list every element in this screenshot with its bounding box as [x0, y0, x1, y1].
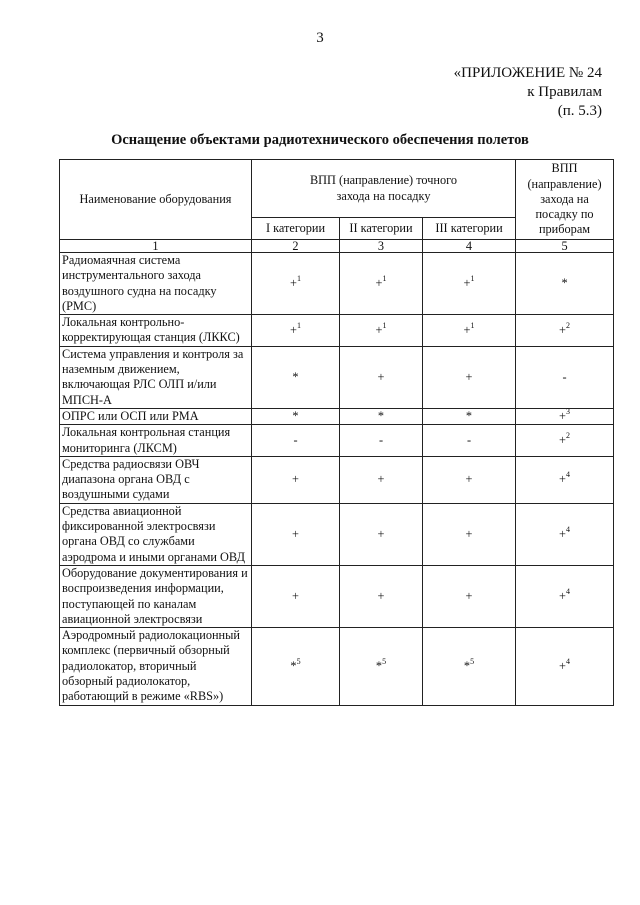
requirement-cell	[252, 253, 340, 315]
requirement-mark: *	[561, 275, 568, 290]
requirement-mark: +	[292, 472, 299, 487]
header-equipment-name: Наименование оборудования	[60, 160, 252, 240]
footnote-ref: 1	[296, 273, 301, 283]
requirement-cell	[340, 565, 423, 627]
table-row	[60, 315, 614, 347]
requirement-cell	[252, 315, 340, 347]
requirement-cell	[423, 456, 516, 503]
footnote-ref: 4	[565, 656, 570, 666]
requirement-mark: -	[293, 432, 298, 447]
table-row	[60, 346, 614, 408]
table-row	[60, 408, 614, 424]
header-precision-approach: ВПП (направление) точного захода на посадку	[252, 160, 516, 218]
requirement-mark: +	[292, 588, 299, 603]
table-row	[60, 253, 614, 315]
equipment-name: ОПРС или ОСП или РМА	[60, 408, 252, 424]
requirement-mark: +	[465, 588, 473, 603]
column-number: 4	[423, 240, 516, 253]
requirement-cell	[516, 503, 614, 565]
requirement-mark: +	[290, 322, 297, 337]
equipment-name: Система управления и контроля за наземным движением, включающая РЛС ОЛП и/или МПСН-А	[60, 346, 252, 408]
table-row	[60, 456, 614, 503]
table-row	[60, 628, 614, 705]
requirement-cell	[423, 565, 516, 627]
column-number: 5	[516, 240, 614, 253]
requirement-cell	[516, 456, 614, 503]
requirement-mark: *	[463, 658, 471, 673]
requirement-mark: *	[465, 408, 473, 423]
requirement-mark: *	[292, 408, 299, 423]
appendix-line: к Правилам	[527, 84, 602, 100]
footnote-ref: 4	[565, 470, 570, 480]
requirement-mark: +	[375, 322, 383, 337]
requirement-cell	[340, 253, 423, 315]
requirement-cell	[423, 346, 516, 408]
page-number: 3	[316, 30, 324, 46]
requirement-mark: +	[377, 369, 385, 384]
header-cat-3: III категории	[423, 218, 516, 240]
footnote-ref: 4	[565, 586, 570, 596]
appendix-reference	[454, 64, 602, 121]
column-number: 2	[252, 240, 340, 253]
footnote-ref: 1	[296, 320, 301, 330]
equipment-name: Аэродромный радиолокационный комплекс (первичный обзорный радиолокатор, вторичный обзорный радиолокатор, работающий в режиме «RBS»)	[60, 628, 252, 705]
requirement-mark: +	[559, 658, 566, 673]
requirement-mark: +	[377, 588, 385, 603]
footnote-ref: 3	[565, 406, 570, 416]
requirement-mark: -	[378, 432, 384, 447]
column-number: 3	[340, 240, 423, 253]
requirement-mark: +	[292, 526, 299, 541]
requirement-cell	[340, 346, 423, 408]
header-cat-2: II категории	[340, 218, 423, 240]
table-row	[60, 565, 614, 627]
column-number: 1	[60, 240, 252, 253]
footnote-ref: 5	[382, 656, 387, 666]
footnote-ref: 2	[565, 430, 570, 440]
requirement-cell	[516, 425, 614, 457]
requirement-mark: +	[559, 526, 566, 541]
requirement-mark: -	[562, 369, 567, 384]
requirement-cell	[423, 315, 516, 347]
requirement-mark: +	[290, 275, 297, 290]
requirement-mark: +	[465, 526, 473, 541]
header-instrument-approach: ВПП (направление) захода на посадку по приборам	[516, 160, 614, 240]
requirement-cell	[423, 253, 516, 315]
footnote-ref: 1	[382, 273, 387, 283]
table-row	[60, 425, 614, 457]
footnote-ref: 5	[470, 656, 475, 666]
requirement-cell	[252, 346, 340, 408]
requirement-mark: +	[559, 408, 566, 423]
requirement-mark: *	[375, 658, 383, 673]
footnote-ref: 2	[565, 320, 570, 330]
requirement-mark: +	[377, 526, 385, 541]
requirement-cell	[340, 503, 423, 565]
requirement-cell	[252, 456, 340, 503]
requirement-cell	[516, 346, 614, 408]
requirement-mark: +	[463, 322, 471, 337]
requirement-cell	[340, 628, 423, 705]
document-title: Оснащение объектами радиотехнического обеспечения полетов	[111, 132, 529, 148]
requirement-mark: +	[559, 322, 566, 337]
requirement-cell	[252, 408, 340, 424]
requirement-cell	[252, 628, 340, 705]
requirement-mark: +	[559, 472, 566, 487]
requirement-cell	[516, 628, 614, 705]
footnote-ref: 1	[382, 320, 387, 330]
requirement-mark: +	[465, 369, 473, 384]
requirement-mark: *	[377, 408, 385, 423]
requirement-cell	[252, 425, 340, 457]
requirement-cell	[423, 408, 516, 424]
requirement-cell	[252, 565, 340, 627]
footnote-ref: 5	[296, 656, 301, 666]
requirement-cell	[423, 503, 516, 565]
requirement-cell	[340, 408, 423, 424]
requirement-mark: +	[377, 472, 385, 487]
requirement-cell	[340, 425, 423, 457]
requirement-mark: *	[290, 658, 297, 673]
appendix-line: «ПРИЛОЖЕНИЕ № 24	[453, 65, 602, 81]
footnote-ref: 1	[470, 320, 475, 330]
equipment-table	[59, 159, 614, 706]
requirement-mark: +	[559, 588, 566, 603]
requirement-mark: *	[292, 369, 299, 384]
requirement-cell	[252, 503, 340, 565]
equipment-name: Локальная контрольная станция мониторинга (ЛКСМ)	[60, 425, 252, 457]
requirement-mark: +	[559, 432, 566, 447]
equipment-name: Оборудование документирования и воспроизведения информации, поступающей по каналам авиационной электросвязи	[60, 565, 252, 627]
equipment-name: Средства радиосвязи ОВЧ диапазона органа ОВД с воздушными судами	[60, 456, 252, 503]
equipment-name: Средства авиационной фиксированной электросвязи органа ОВД со службами аэродрома и иными органами ОВД	[60, 503, 252, 565]
appendix-line: (п. 5.3)	[557, 103, 602, 119]
table-row	[60, 503, 614, 565]
requirement-mark: +	[463, 275, 471, 290]
requirement-cell	[423, 425, 516, 457]
requirement-mark: +	[465, 472, 473, 487]
requirement-mark: -	[466, 432, 472, 447]
requirement-cell	[423, 628, 516, 705]
equipment-name: Радиомаячная система инструментального захода воздушного судна на посадку (РМС)	[60, 253, 252, 315]
footnote-ref: 1	[470, 273, 475, 283]
requirement-cell	[340, 456, 423, 503]
footnote-ref: 4	[565, 524, 570, 534]
requirement-cell	[516, 253, 614, 315]
requirement-cell	[516, 408, 614, 424]
requirement-cell	[340, 315, 423, 347]
requirement-cell	[516, 565, 614, 627]
requirement-mark: +	[375, 275, 383, 290]
requirement-cell	[516, 315, 614, 347]
header-cat-1: I категории	[252, 218, 340, 240]
column-numbers-row	[60, 240, 614, 253]
equipment-name: Локальная контрольно-корректирующая станция (ЛККС)	[60, 315, 252, 347]
